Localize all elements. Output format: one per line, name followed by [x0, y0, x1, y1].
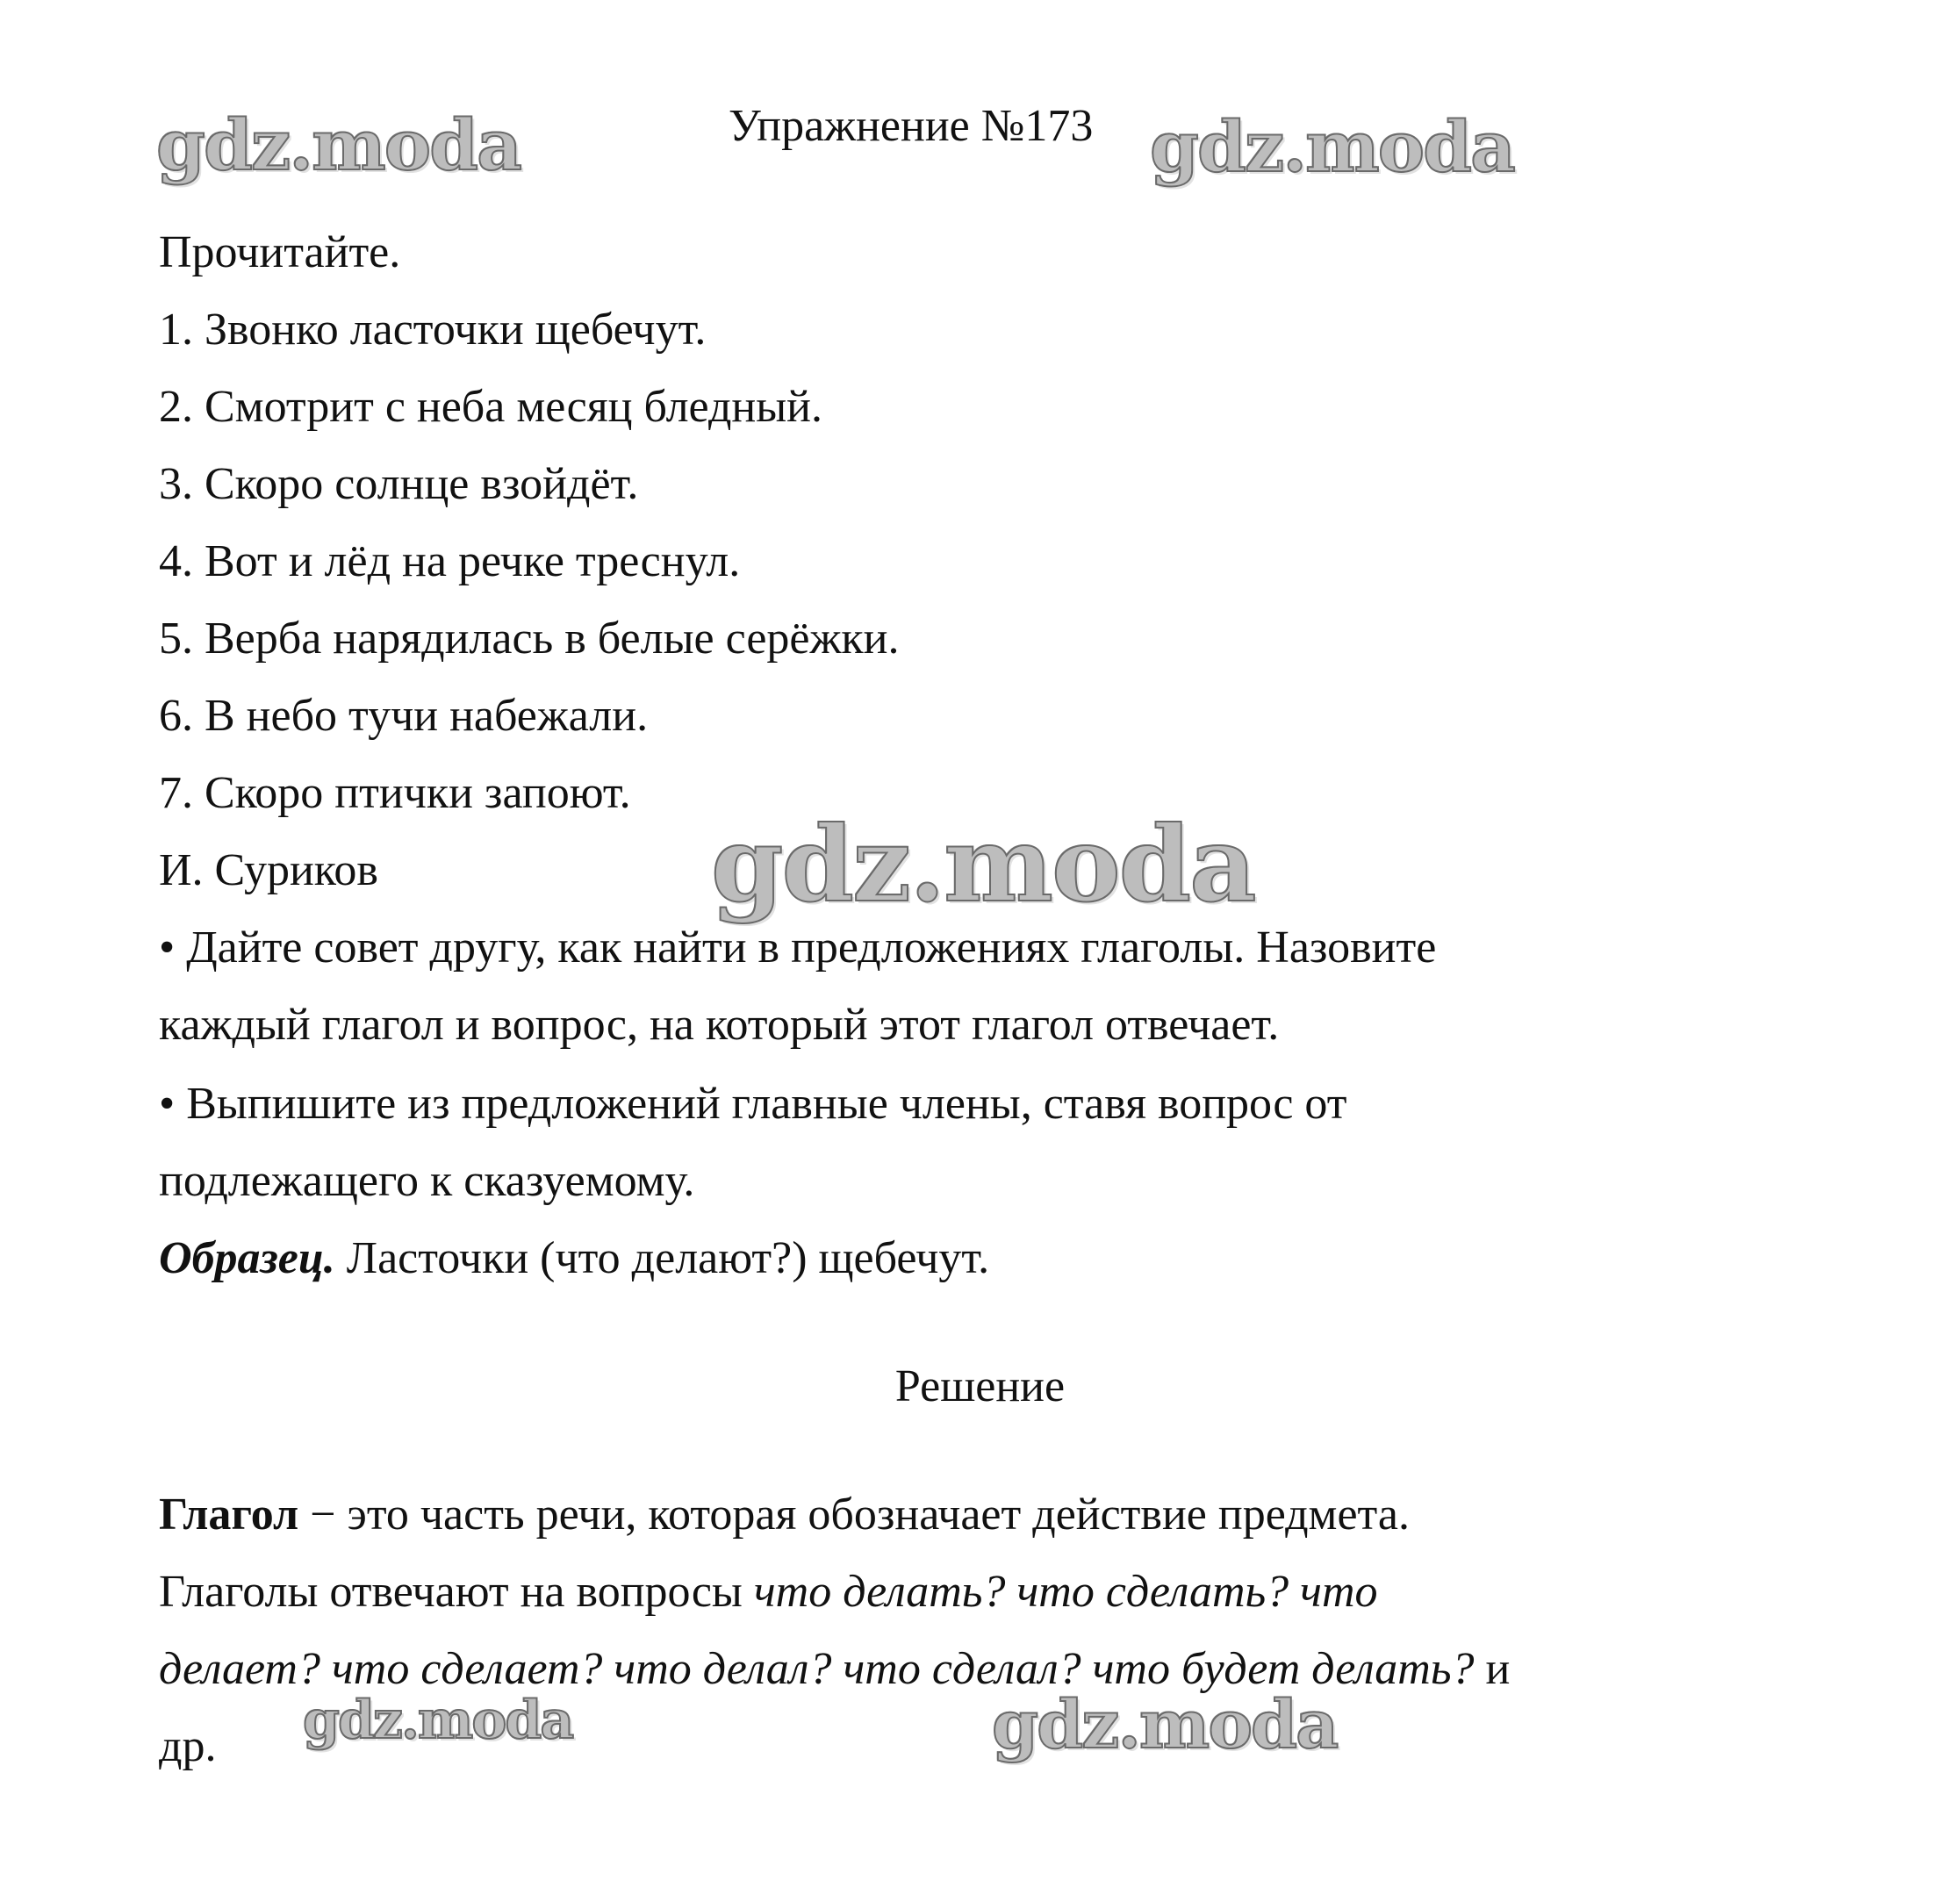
- watermark-logo: gdz.moda: [992, 1685, 1338, 1763]
- example-label: Образец.: [159, 1233, 335, 1283]
- questions-line-3: др.: [159, 1721, 217, 1771]
- questions-line-1: [159, 1564, 1378, 1620]
- questions-intro: Глаголы отвечают на вопросы: [159, 1567, 754, 1617]
- example-text: Ласточки (что делают?) щебечут.: [334, 1233, 990, 1283]
- watermark-logo: gdz.moda: [156, 104, 521, 186]
- sentence-5: 5. Верба нарядилась в белые серёжки.: [159, 614, 900, 664]
- sentence-7: 7. Скоро птички запоют.: [159, 768, 631, 818]
- sentence-3: 3. Скоро солнце взойдёт.: [159, 459, 639, 509]
- definition-line: [159, 1487, 1410, 1543]
- questions-italic-1: что делать? что сделать? что: [753, 1567, 1378, 1617]
- task-2-line-1: • Выпишите из предложений главные члены, ставя вопрос от: [159, 1079, 1347, 1129]
- watermark-logo: gdz.moda: [303, 1690, 573, 1751]
- questions-tail: и: [1474, 1644, 1511, 1694]
- sentence-1: 1. Звонко ласточки щебечут.: [159, 305, 707, 355]
- sentence-6: 6. В небо тучи набежали.: [159, 691, 649, 741]
- watermark-logo: gdz.moda: [711, 803, 1255, 925]
- questions-italic-2: делает? что сделает? что делал? что сделал? что будет делать?: [159, 1644, 1475, 1694]
- sentence-2: 2. Смотрит с неба месяц бледный.: [159, 382, 823, 432]
- exercise-title: Упражнение №173: [729, 101, 1094, 151]
- example: [159, 1231, 989, 1287]
- author: И. Суриков: [159, 845, 378, 895]
- task-1-line-1: • Дайте совет другу, как найти в предложениях глаголы. Назовите: [159, 922, 1437, 973]
- watermark-logo: gdz.moda: [1150, 105, 1514, 188]
- solution-heading: Решение: [894, 1361, 1066, 1411]
- instruction: Прочитайте.: [159, 227, 401, 277]
- task-1-line-2: каждый глагол и вопрос, на который этот глагол отвечает.: [159, 1000, 1280, 1050]
- sentence-4: 4. Вот и лёд на речке треснул.: [159, 536, 741, 586]
- definition-rest: − это часть речи, которая обозначает действие предмета.: [298, 1490, 1410, 1540]
- definition-term: Глагол: [159, 1490, 299, 1540]
- task-2-line-2: подлежащего к сказуемому.: [159, 1156, 695, 1206]
